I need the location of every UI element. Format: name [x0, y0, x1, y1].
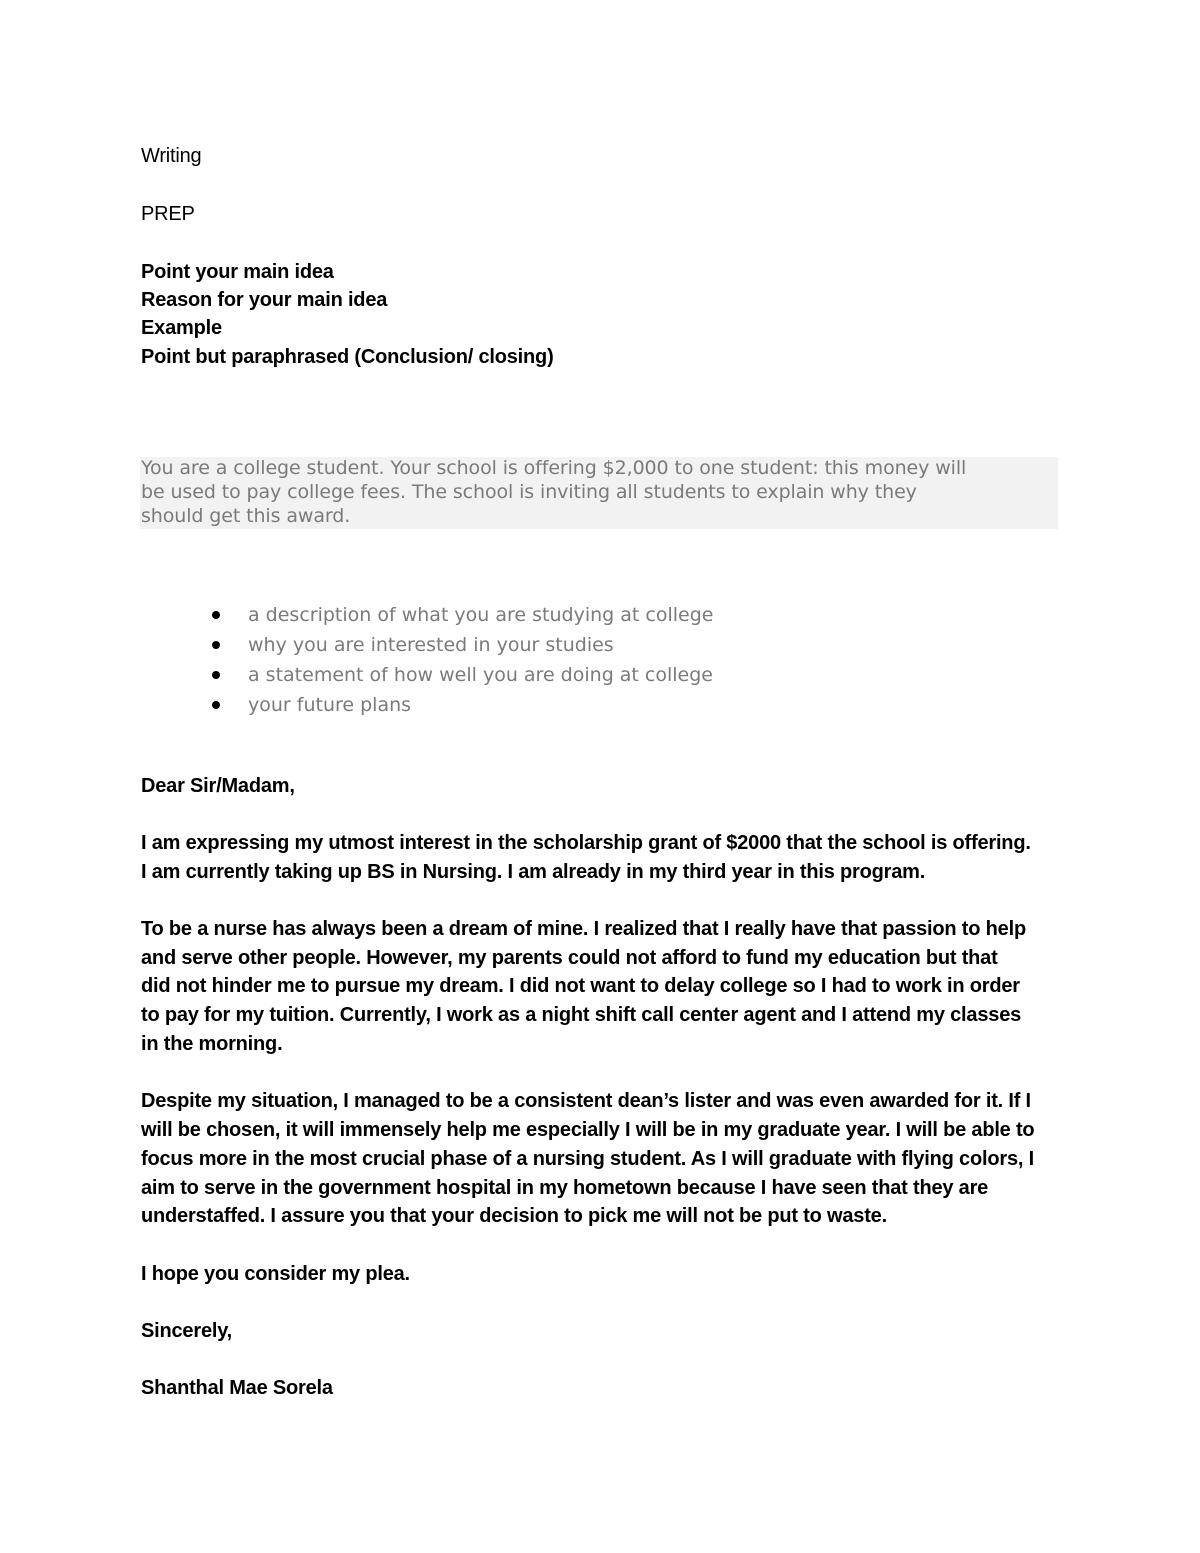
bullet-icon [212, 701, 220, 709]
bullet-list-item [212, 660, 713, 690]
bullet-icon [212, 641, 220, 649]
prep-item-example: Example [141, 317, 222, 339]
letter-paragraph-line: understaffed. I assure you that your decision to pick me will not be put to waste. [141, 1205, 887, 1227]
letter-paragraph-line: aim to serve in the government hospital in my hometown because I have seen that they are [141, 1177, 989, 1199]
bullet-list-item [212, 600, 713, 630]
bullet-text: your future plans [248, 694, 412, 716]
letter-paragraph-line: focus more in the most crucial phase of a nursing student. As I will graduate with flying colors, I [141, 1148, 1034, 1170]
letter-paragraph-line: did not hinder me to pursue my dream. I did not want to delay college so I had to work in order [141, 975, 1020, 997]
letter-paragraph-line: and serve other people. However, my parents could not afford to fund my education but that [141, 947, 998, 969]
letter-paragraph-line: To be a nurse has always been a dream of mine. I realized that I really have that passion to help [141, 918, 1026, 940]
document-subtitle: PREP [141, 203, 195, 225]
prompt-line: should get this award. [141, 505, 351, 527]
prep-item-point: Point your main idea [141, 261, 334, 283]
letter-closing: Sincerely, [141, 1320, 233, 1342]
letter-paragraph-line: I am expressing my utmost interest in the scholarship grant of $2000 that the school is offering. [141, 832, 1031, 854]
bullet-icon [212, 611, 220, 619]
prompt-line: be used to pay college fees. The school is inviting all students to explain why they [141, 481, 917, 503]
bullet-icon [212, 671, 220, 679]
prep-item-conclusion: Point but paraphrased (Conclusion/ closing) [141, 346, 554, 368]
letter-signature: Shanthal Mae Sorela [141, 1377, 333, 1399]
letter-paragraph-line: will be chosen, it will immensely help me especially I will be in my graduate year. I will be able to [141, 1119, 1035, 1141]
document-title: Writing [141, 145, 202, 167]
letter-salutation: Dear Sir/Madam, [141, 775, 295, 797]
letter-paragraph-line: in the morning. [141, 1033, 283, 1055]
bullet-text: a description of what you are studying at college [248, 604, 714, 626]
letter-plea: I hope you consider my plea. [141, 1263, 410, 1285]
bullet-text: why you are interested in your studies [248, 634, 614, 656]
letter-paragraph-line: I am currently taking up BS in Nursing. I am already in my third year in this program. [141, 861, 926, 883]
letter-paragraph-line: to pay for my tuition. Currently, I work as a night shift call center agent and I attend my classes [141, 1004, 1022, 1026]
bullet-list-item [212, 630, 614, 660]
prompt-line: You are a college student. Your school is offering $2,000 to one student: this money will [141, 457, 967, 479]
bullet-list-item [212, 690, 411, 720]
prep-item-reason: Reason for your main idea [141, 289, 388, 311]
bullet-text: a statement of how well you are doing at college [248, 664, 713, 686]
letter-paragraph-line: Despite my situation, I managed to be a consistent dean’s lister and was even awarded for it. If I [141, 1090, 1031, 1112]
